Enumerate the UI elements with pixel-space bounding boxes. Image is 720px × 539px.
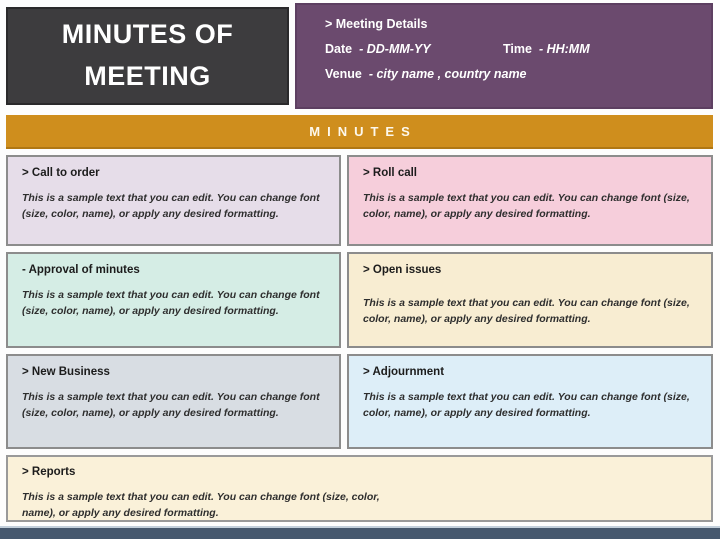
cell-body-text: This is a sample text that you can edit. You can change font (size, color, name), or apply any desired formatting. (363, 391, 690, 419)
time-group (503, 42, 590, 56)
cell-call-to-order[interactable] (6, 155, 341, 246)
date-time-row (325, 42, 701, 56)
time-label: Time (503, 42, 532, 56)
meeting-details-box[interactable] (295, 3, 713, 109)
cell-open-issues[interactable] (347, 252, 713, 348)
date-group (325, 42, 503, 56)
cell-roll-call[interactable] (347, 155, 713, 246)
cell-heading: > Adjournment (363, 366, 445, 378)
reports-heading: > Reports (22, 466, 76, 478)
cell-body-text: This is a sample text that you can edit. You can change font (size, color, name), or apply any desired formatting. (363, 297, 690, 325)
cell-heading: > New Business (22, 366, 110, 378)
slide-title-box[interactable] (6, 7, 289, 105)
topics-grid (6, 155, 713, 449)
cell-new-business[interactable] (6, 354, 341, 449)
cell-body-text: This is a sample text that you can edit. You can change font (size, color, name), or apply any desired formatting. (22, 391, 320, 419)
cell-heading: > Open issues (363, 264, 442, 276)
minutes-section-label: MINUTES (309, 123, 417, 139)
cell-heading: > Call to order (22, 167, 100, 179)
reports-body-text: This is a sample text that you can edit. You can change font (size, color, name), or apply any desired formatting. (22, 491, 380, 519)
venue-row (325, 67, 701, 81)
footer-accent-bar (0, 526, 720, 539)
venue-label: Venue (325, 67, 362, 81)
minutes-section-bar (6, 115, 713, 149)
cell-reports[interactable] (6, 455, 713, 522)
cell-body-text: This is a sample text that you can edit. You can change font (size, color, name), or apply any desired formatting. (22, 192, 320, 220)
header (6, 3, 713, 109)
date-value[interactable]: - DD-MM-YY (359, 42, 431, 56)
venue-value[interactable]: - city name , country name (368, 67, 527, 81)
cell-approval-of-minutes[interactable] (6, 252, 341, 348)
cell-body-text: This is a sample text that you can edit. You can change font (size, color, name), or apply any desired formatting. (363, 192, 690, 220)
cell-body-text: This is a sample text that you can edit. You can change font (size, color, name), or apply any desired formatting. (22, 289, 320, 317)
meeting-details-heading: > Meeting Details (325, 17, 428, 31)
date-label: Date (325, 42, 353, 56)
cell-heading: > Roll call (363, 167, 418, 179)
cell-adjournment[interactable] (347, 354, 713, 449)
cell-heading: - Approval of minutes (22, 264, 140, 276)
time-value[interactable]: - HH:MM (538, 42, 590, 56)
slide-title: MINUTES OF MEETING (61, 19, 234, 91)
